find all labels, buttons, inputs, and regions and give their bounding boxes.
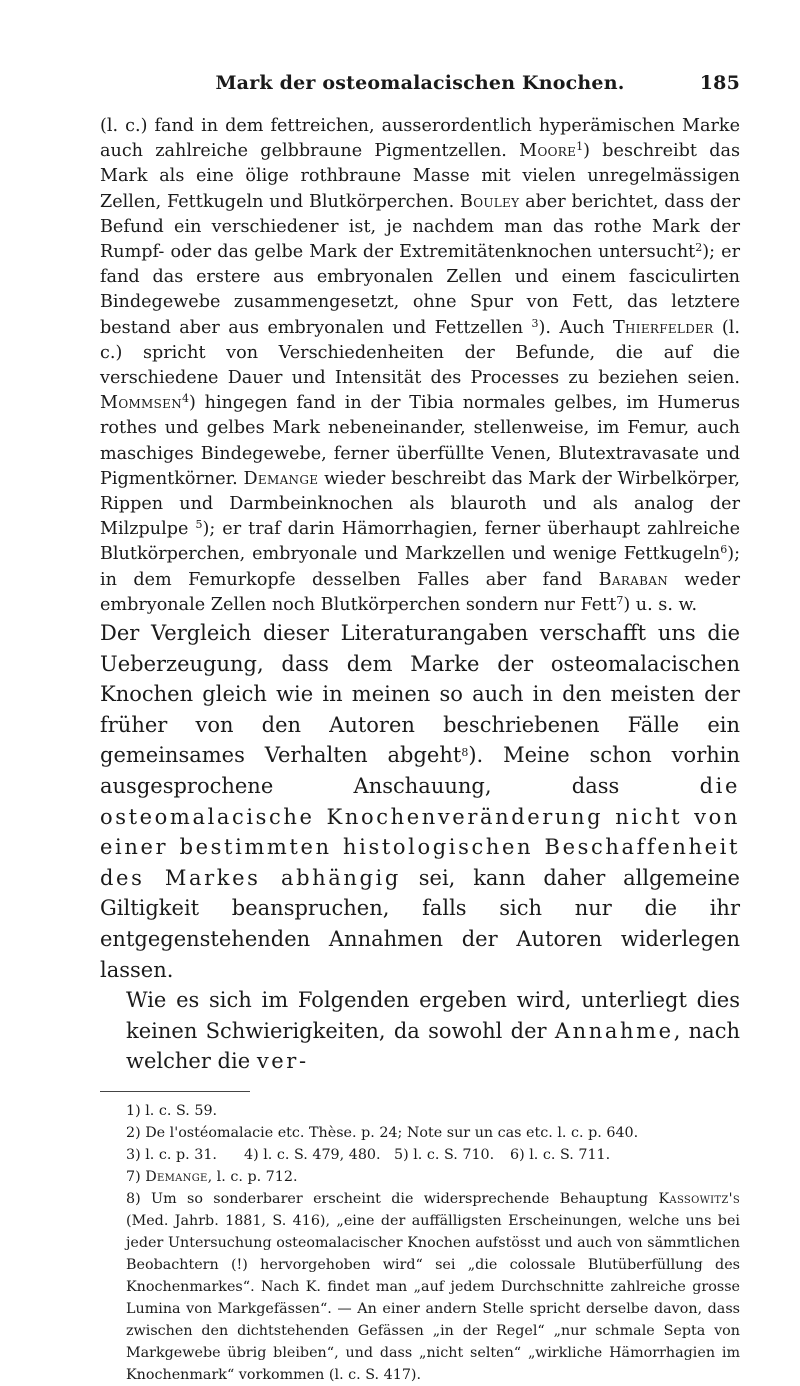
footnote-ref-6: 6	[720, 543, 728, 557]
footnote-5: 5) l. c. S. 710.	[394, 1146, 495, 1163]
footnotes	[100, 1100, 740, 1386]
emphasized-word: Annahme	[554, 1018, 674, 1043]
paragraph-3	[100, 985, 740, 1077]
paragraph-2	[100, 618, 740, 985]
main-text	[100, 114, 740, 1077]
book-page	[100, 72, 740, 1386]
text-run: sei, kann daher allgemeine Giltigkeit beanspruchen, falls sich nur die ihr entgegenstehenden Annahmen der Autoren widerlegen lassen.	[100, 865, 740, 982]
author-name-kassowitz: Kassowitz's	[658, 1190, 740, 1207]
author-name-mommsen: Mommsen	[100, 393, 183, 414]
running-title: Mark der osteomalacischen Knochen.	[215, 72, 625, 94]
text-run: (Med. Jahrb. 1881, S. 416), „eine der auffälligsten Erscheinungen, welche uns bei jeder Untersuchung osteomalacischer Knochen aufstösst und auch von sämmtlichen Beobachtern (!) hervorgehoben wird“ sei „die colossale Blutüberfüllung des Knochenmarkes“. Nach K. findet man „auf jedem Durchschnitte zahlreiche grosse Lumina von Markgefässen“. — An einer andern Stelle spricht derselbe davon, dass zwischen den dichtstehenden Gefässen „in der Regel“ „nur schmale Septa von Markgewebe übrig bleiben“, und dass „nicht selten“ „wirkliche Hämorrhagien im Knochenmark“ vorkommen (l. c. S. 417).	[126, 1212, 740, 1383]
text-run: weder embryonale Zellen noch Blutkörperchen sondern nur Fett	[100, 569, 740, 615]
running-header	[100, 72, 740, 102]
text-run: (l. c.) spricht von Verschiedenheiten der Befunde, die auf die verschiedene Dauer und Intensität des Processes zu beziehen seien.	[100, 317, 740, 389]
author-name-thierfelder: Thierfelder	[613, 317, 714, 338]
text-run: ). Meine schon vorhin ausgesprochene Anschauung, dass	[100, 743, 740, 799]
text-run: ) u. s. w.	[623, 594, 698, 615]
text-run: 8) Um so sonderbarer erscheint die widersprechende Behauptung	[126, 1190, 659, 1207]
footnote-ref-8: 8	[461, 746, 469, 760]
text-run: , l. c. p. 712.	[207, 1168, 298, 1185]
text-run: ). Auch	[538, 317, 613, 338]
text-run: ); in dem Femurkopfe desselben Falles aber fand	[100, 544, 740, 590]
text-run: 7)	[126, 1168, 146, 1185]
page-number: 185	[699, 72, 740, 94]
footnote-ref-1: 1	[576, 140, 584, 154]
text-run: ); er traf darin Hämorrhagien, ferner überhaupt zahlreiche Blutkörperchen, embryonale und Markzellen und wenige Fettkugeln	[100, 519, 740, 565]
footnote-6: 6) l. c. S. 711.	[510, 1146, 611, 1163]
author-name-moore: Moore	[519, 141, 577, 162]
footnote-4: 4) l. c. S. 479, 480.	[244, 1146, 381, 1163]
emphasized-thesis: die osteomalacische Knochenveränderung nicht von einer bestimmten histologischen Beschaffenheit des Markes abhängig	[100, 774, 740, 890]
footnote-1: 1) l. c. S. 59.	[126, 1102, 218, 1119]
text-run: (l. c.) fand in dem fettreichen, ausserordentlich hyperämischen Marke auch zahlreiche gelbbraune Pigmentzellen.	[100, 116, 740, 162]
text-run: Wie es sich im Folgenden ergeben wird, unterliegt dies keinen Schwierigkeiten, da sowohl der	[126, 988, 740, 1043]
author-name-bouley: Bouley	[459, 191, 520, 212]
footnote-ref-3: 3	[531, 316, 539, 330]
footnote-8	[100, 1188, 740, 1386]
paragraph-1	[100, 114, 740, 618]
text-run: aber berichtet, dass der Befund ein verschiedener ist, je nachdem man das rothe Mark der Rumpf- oder das gelbe Mark der Extremitätenknochen untersucht	[100, 191, 740, 263]
footnote-ref-5: 5	[195, 518, 203, 532]
footnote-3: 3) l. c. p. 31.	[126, 1146, 217, 1163]
text-run: ) beschreibt das Mark als eine ölige rothbraune Masse mit vielen unregelmässigen Zellen, Fettkugeln und Blutkörperchen.	[100, 141, 740, 212]
footnote-ref-2: 2	[695, 241, 703, 255]
footnote-divider	[100, 1091, 250, 1092]
text-run: Der Vergleich dieser Literaturangaben verschafft uns die Ueberzeugung, dass dem Marke der osteomalacischen Knochen gleich wie in meinen so auch in den meisten der früher von den Autoren beschriebenen Fälle ein gemeinsames Verhalten abgeht	[100, 621, 740, 768]
author-name-demange: Demange	[243, 468, 319, 489]
footnote-7	[100, 1166, 740, 1188]
author-name-demange: Demange	[145, 1168, 208, 1185]
footnote-2: 2) De l'ostéomalacie etc. Thèse. p. 24; Note sur un cas etc. l. c. p. 640.	[126, 1124, 639, 1141]
footnote-ref-7: 7	[616, 593, 624, 607]
author-name-baraban: Baraban	[598, 569, 669, 590]
footnote-ref-4: 4	[182, 392, 190, 406]
text-run: wieder beschreibt das Mark der Wirbelkörper, Rippen und Darmbeinknochen als blauroth und als analog der Milzpulpe	[100, 468, 740, 540]
emphasized-word: ver-	[256, 1049, 309, 1074]
text-run: ) hingegen fand in der Tibia normales gelbes, im Humerus rothes und gelbes Mark nebeneinander, stellenweise, im Femur, auch maschiges Bindegewebe, ferner überfüllte Venen, Blutextravasate und Pigmentkörner.	[100, 393, 740, 489]
text-run: ); er fand das erstere aus embryonalen Zellen und einem fasciculirten Bindegewebe zusammengesetzt, ohne Spur von Fett, das letztere bestand aber aus embryonalen und Fettzellen	[100, 242, 740, 338]
text-run: , nach welcher die	[126, 1018, 740, 1074]
footnote-row-3-6	[100, 1144, 740, 1166]
